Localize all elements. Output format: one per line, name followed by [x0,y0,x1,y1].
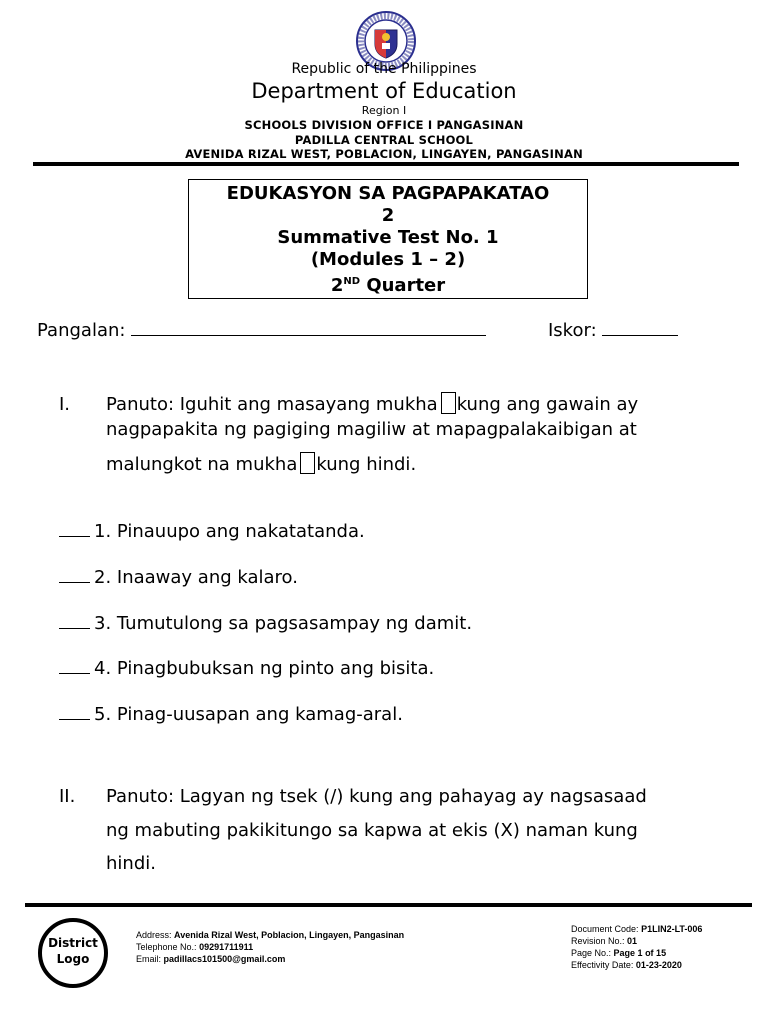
header-region: Region I [361,104,407,117]
answer-blank[interactable] [59,719,90,720]
name-label: Pangalan: [37,320,126,341]
list-item: 1. Pinauupo ang nakatatanda. [59,521,365,542]
list-item: 3. Tumutulong sa pagsasampay ng damit. [59,613,472,634]
list-item: 2. Inaaway ang kalaro. [59,567,298,588]
footer-revision: Revision No.: 01 [571,936,638,946]
list-item: 5. Pinag-uusapan ang kamag-aral. [59,704,403,725]
footer-page: Page No.: Page 1 of 15 [571,948,667,958]
part2-instruction-line2: ng mabuting pakikitungo sa kapwa at ekis (X) naman kung [106,820,638,841]
footer-document-info [571,923,702,971]
sad-face-box-icon [300,452,315,474]
answer-blank[interactable] [59,582,90,583]
part2-numeral: II. [59,786,76,807]
part2-instruction-line1: Panuto: Lagyan ng tsek (/) kung ang pahayag ay nagsasaad [106,786,647,807]
header-republic: Republic of the Philippines [291,61,477,77]
footer-effectivity: Effectivity Date: 01-23-2020 [571,960,682,970]
title-quarter: 2ND Quarter [330,275,446,296]
title-modules: (Modules 1 – 2) [310,249,466,270]
name-field [37,317,486,341]
part1-instruction-line3: malungkot na mukha kung hindi. [106,454,417,475]
footer-address: Address: Avenida Rizal West, Poblacion, Lingayen, Pangasinan [136,930,405,940]
part1-numeral: I. [59,394,71,415]
footer-telephone: Telephone No.: 09291711911 [136,942,254,952]
header-school: PADILLA CENTRAL SCHOOL [294,133,474,147]
answer-blank[interactable] [59,628,90,629]
title-grade: 2 [381,205,395,226]
footer-divider [25,903,752,907]
part2-instruction-line3: hindi. [106,853,156,874]
header-department: Department of Education [251,79,517,103]
name-input-line[interactable] [131,317,486,336]
happy-face-box-icon [441,392,456,414]
answer-blank[interactable] [59,673,90,674]
part1-instruction-line2: nagpapakita ng pagiging magiliw at mapagpalakaibigan at [106,419,637,440]
header-divider [33,162,739,166]
district-logo: District Logo [38,918,108,988]
title-test: Summative Test No. 1 [277,227,499,248]
score-input-line[interactable] [602,317,678,336]
part1-instruction-line1: Panuto: Iguhit ang masayang mukha kung ang gawain ay [106,394,639,415]
score-label: Iskor: [548,320,597,341]
header-division: SCHOOLS DIVISION OFFICE I PANGASINAN [244,118,524,132]
score-field [548,317,678,341]
footer-contact [136,929,404,965]
list-item: 4. Pinagbubuksan ng pinto ang bisita. [59,658,434,679]
title-box [188,179,588,299]
title-subject: EDUKASYON SA PAGPAPAKATAO [226,183,550,204]
footer-doc-code: Document Code: P1LIN2-LT-006 [571,924,703,934]
footer-email: Email: padillacs101500@gmail.com [136,954,286,964]
answer-blank[interactable] [59,536,90,537]
header-address: AVENIDA RIZAL WEST, POBLACION, LINGAYEN, PANGASINAN [185,147,583,161]
